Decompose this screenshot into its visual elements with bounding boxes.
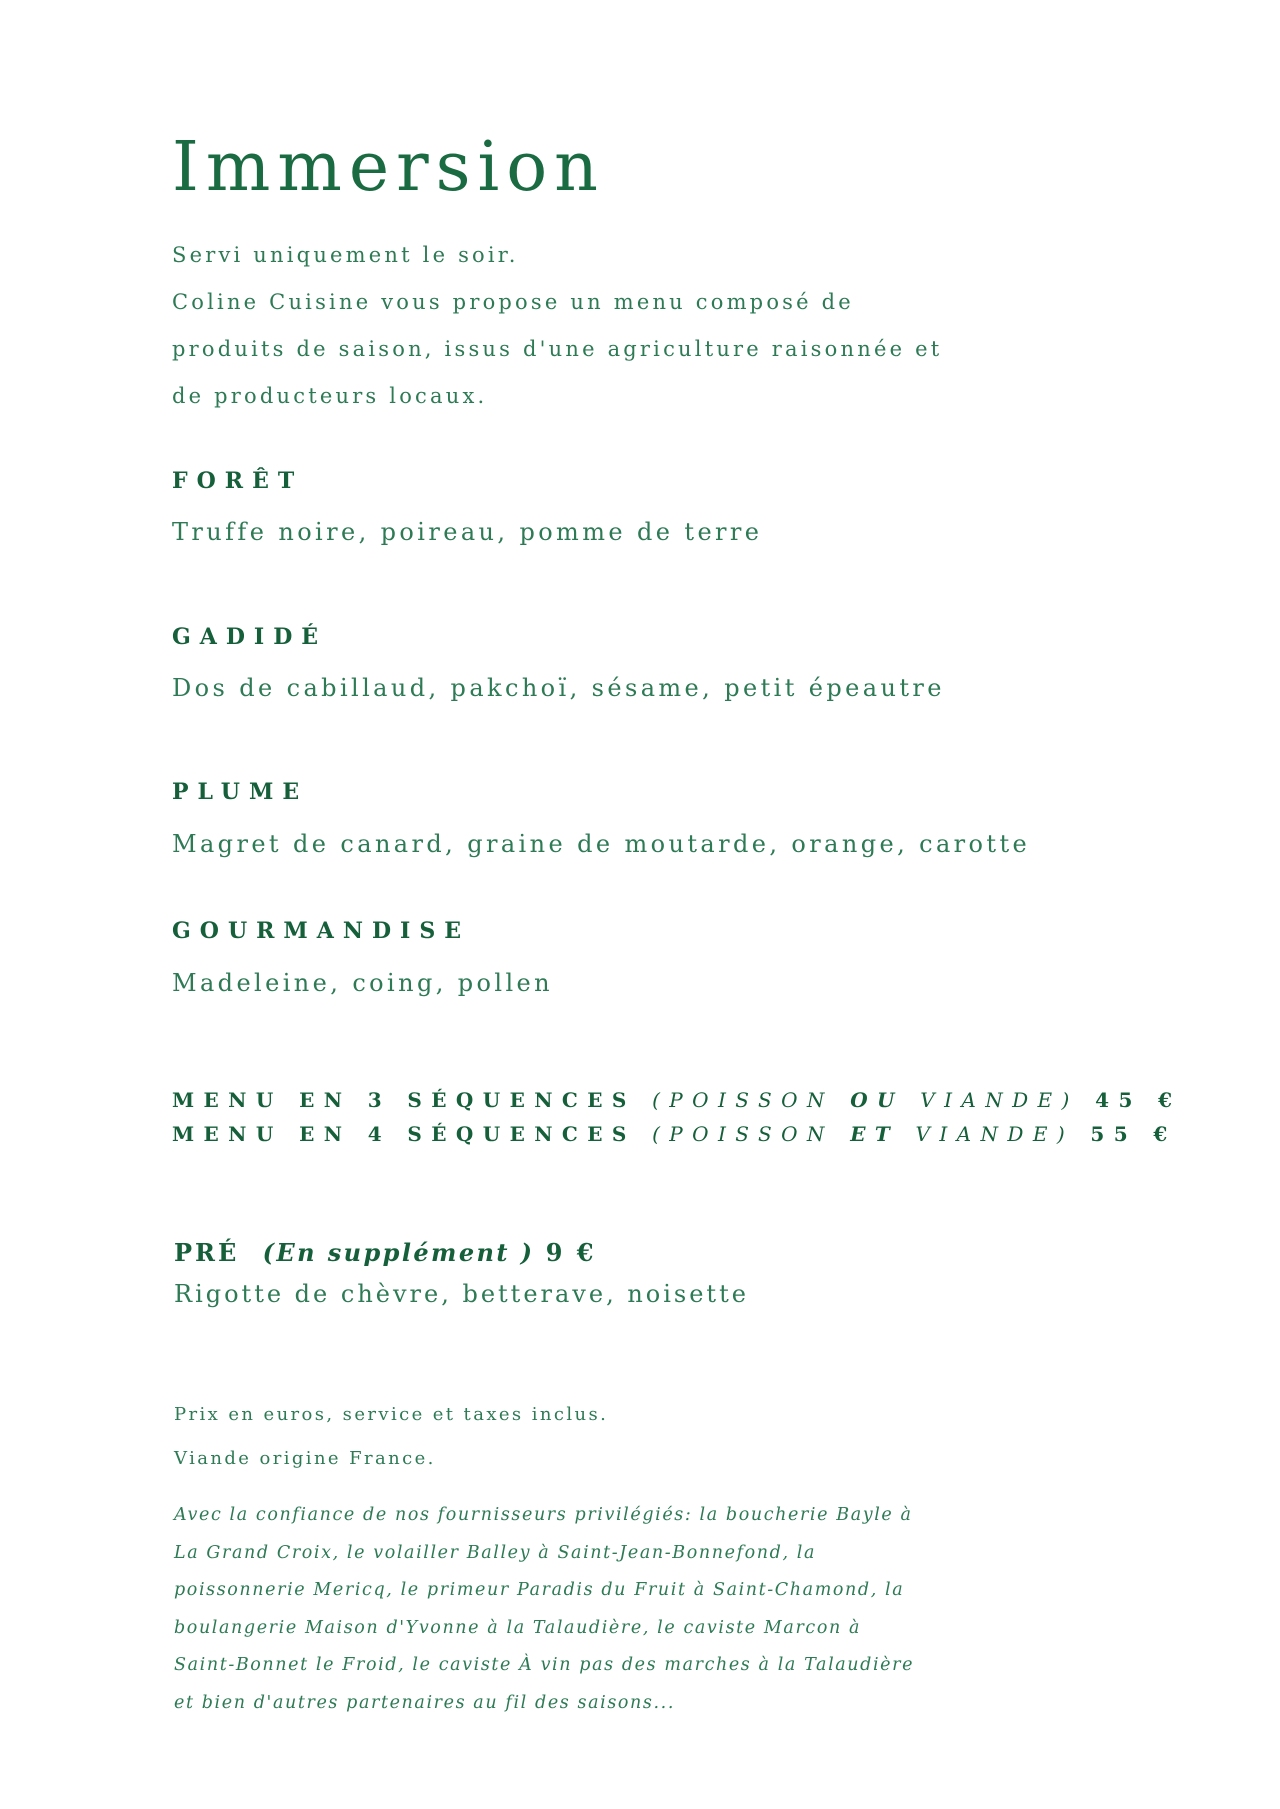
menu-paren-open: (POISSON: [652, 1122, 834, 1146]
extra-price: 9 €: [545, 1238, 597, 1267]
menu-conjunction: OU: [850, 1088, 904, 1112]
course-description-gourmandise: Madeleine, coing, pollen: [172, 969, 553, 997]
course-title-gourmandise: GOURMANDISE: [172, 918, 470, 944]
menu-price: 55 €: [1090, 1122, 1177, 1146]
origin-note: Viande origine France.: [174, 1448, 436, 1469]
menu-conjunction: ET: [850, 1122, 900, 1146]
menu-paren-close: VIANDE): [920, 1088, 1079, 1112]
intro-text: [172, 232, 1072, 420]
suppliers-line: boulangerie Maison d'Yvonne à la Talaudière, le caviste Marcon à: [174, 1617, 862, 1638]
suppliers-line: Avec la confiance de nos fournisseurs privilégiés: la boucherie Bayle à: [174, 1505, 913, 1525]
intro-line: Servi uniquement le soir.: [172, 243, 519, 267]
course-title-foret: FORÊT: [172, 468, 304, 494]
intro-line: Coline Cuisine vous propose un menu composé de: [172, 290, 854, 314]
price-note: Prix en euros, service et taxes inclus.: [174, 1404, 609, 1425]
menu-price: 45 €: [1095, 1088, 1182, 1112]
menu-paren-open: (POISSON: [652, 1088, 834, 1112]
extra-description: Rigotte de chèvre, betterave, noisette: [174, 1280, 749, 1308]
menu-label: MENU EN 4 SÉQUENCES: [172, 1122, 636, 1146]
course-title-plume: PLUME: [172, 779, 309, 805]
extra-course-title: [174, 1238, 596, 1267]
suppliers-line: poissonnerie Mericq, le primeur Paradis du Fruit à Saint-Chamond, la: [174, 1580, 905, 1600]
suppliers-line: Saint-Bonnet le Froid, le caviste À vin pas des marches à la Talaudière: [174, 1655, 915, 1675]
suppliers-note: [174, 1497, 1034, 1722]
course-description-plume: Magret de canard, graine de moutarde, orange, carotte: [172, 830, 1031, 858]
suppliers-line: La Grand Croix, le volailler Balley à Saint-Jean-Bonnefond, la: [174, 1542, 817, 1563]
menu-paren-close: VIANDE): [915, 1122, 1075, 1146]
extra-name: PRÉ: [174, 1238, 240, 1267]
suppliers-line: et bien d'autres partenaires au fil des saisons...: [174, 1692, 675, 1713]
intro-line: de producteurs locaux.: [172, 384, 488, 408]
extra-supplement: (En supplément ): [262, 1238, 535, 1267]
intro-line: produits de saison, issus d'une agriculture raisonnée et: [172, 337, 943, 361]
page-title: Immersion: [172, 128, 605, 207]
course-description-gadide: Dos de cabillaud, pakchoï, sésame, petit épeautre: [172, 674, 945, 702]
course-description-foret: Truffe noire, poireau, pomme de terre: [172, 518, 763, 546]
menu-option-4-sequences: [172, 1122, 1177, 1146]
menu-option-3-sequences: [172, 1088, 1181, 1112]
course-title-gadide: GADIDÉ: [172, 624, 328, 650]
menu-label: MENU EN 3 SÉQUENCES: [172, 1088, 636, 1112]
